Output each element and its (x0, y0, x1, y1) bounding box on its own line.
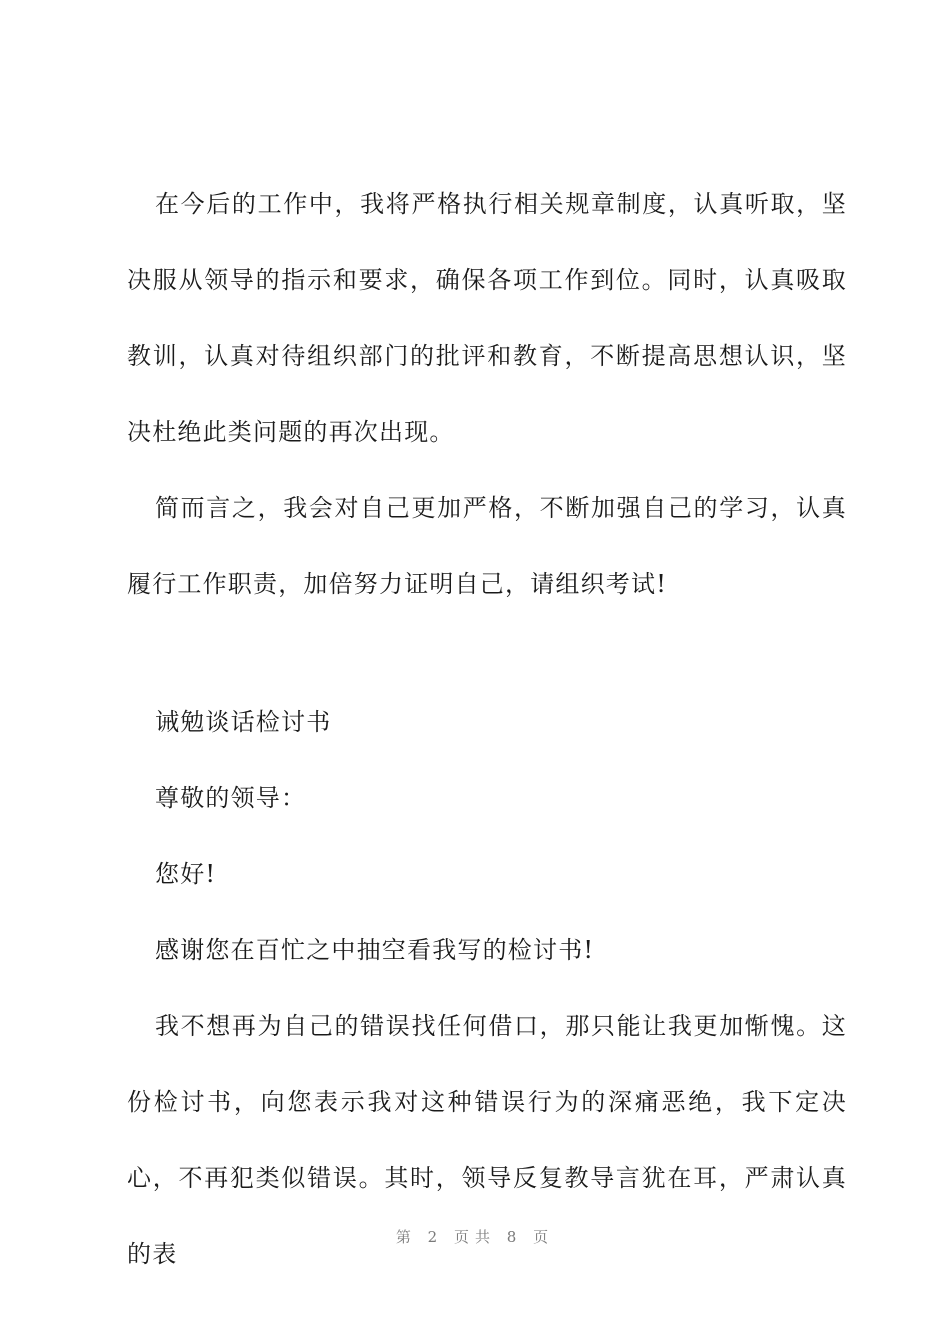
greeting: 您好! (155, 860, 217, 888)
paragraph-work-commitment: 在今后的工作中，我将严格执行相关规章制度，认真听取，坚决服从领导的指示和要求，确保各项工作到位。同时，认真吸取教训，认真对待组织部门的批评和教育，不断提高思想认识，坚决杜绝此类问题的再次出现。 (127, 190, 847, 446)
document-title: 诫勉谈话检讨书 (155, 708, 332, 736)
paragraph-summary: 简而言之，我会对自己更加严格，不断加强自己的学习，认真履行工作职责，加倍努力证明自己，请组织考试! (127, 494, 847, 598)
section-spacer (127, 622, 847, 684)
salutation: 尊敬的领导： (155, 784, 307, 812)
page-number-footer: 第 2 页共 8 页 (395, 1228, 555, 1246)
paragraph-apology: 我不想再为自己的错误找任何借口，那只能让我更加惭愧。这份检讨书，向您表示我对这种错误行为的深痛恶绝，我下定决心，不再犯类似错误。其时，领导反复教导言犹在耳，严肃认真的表 (127, 1012, 847, 1268)
thanks-line: 感谢您在百忙之中抽空看我写的检讨书! (155, 936, 595, 964)
document-body (127, 166, 847, 1292)
